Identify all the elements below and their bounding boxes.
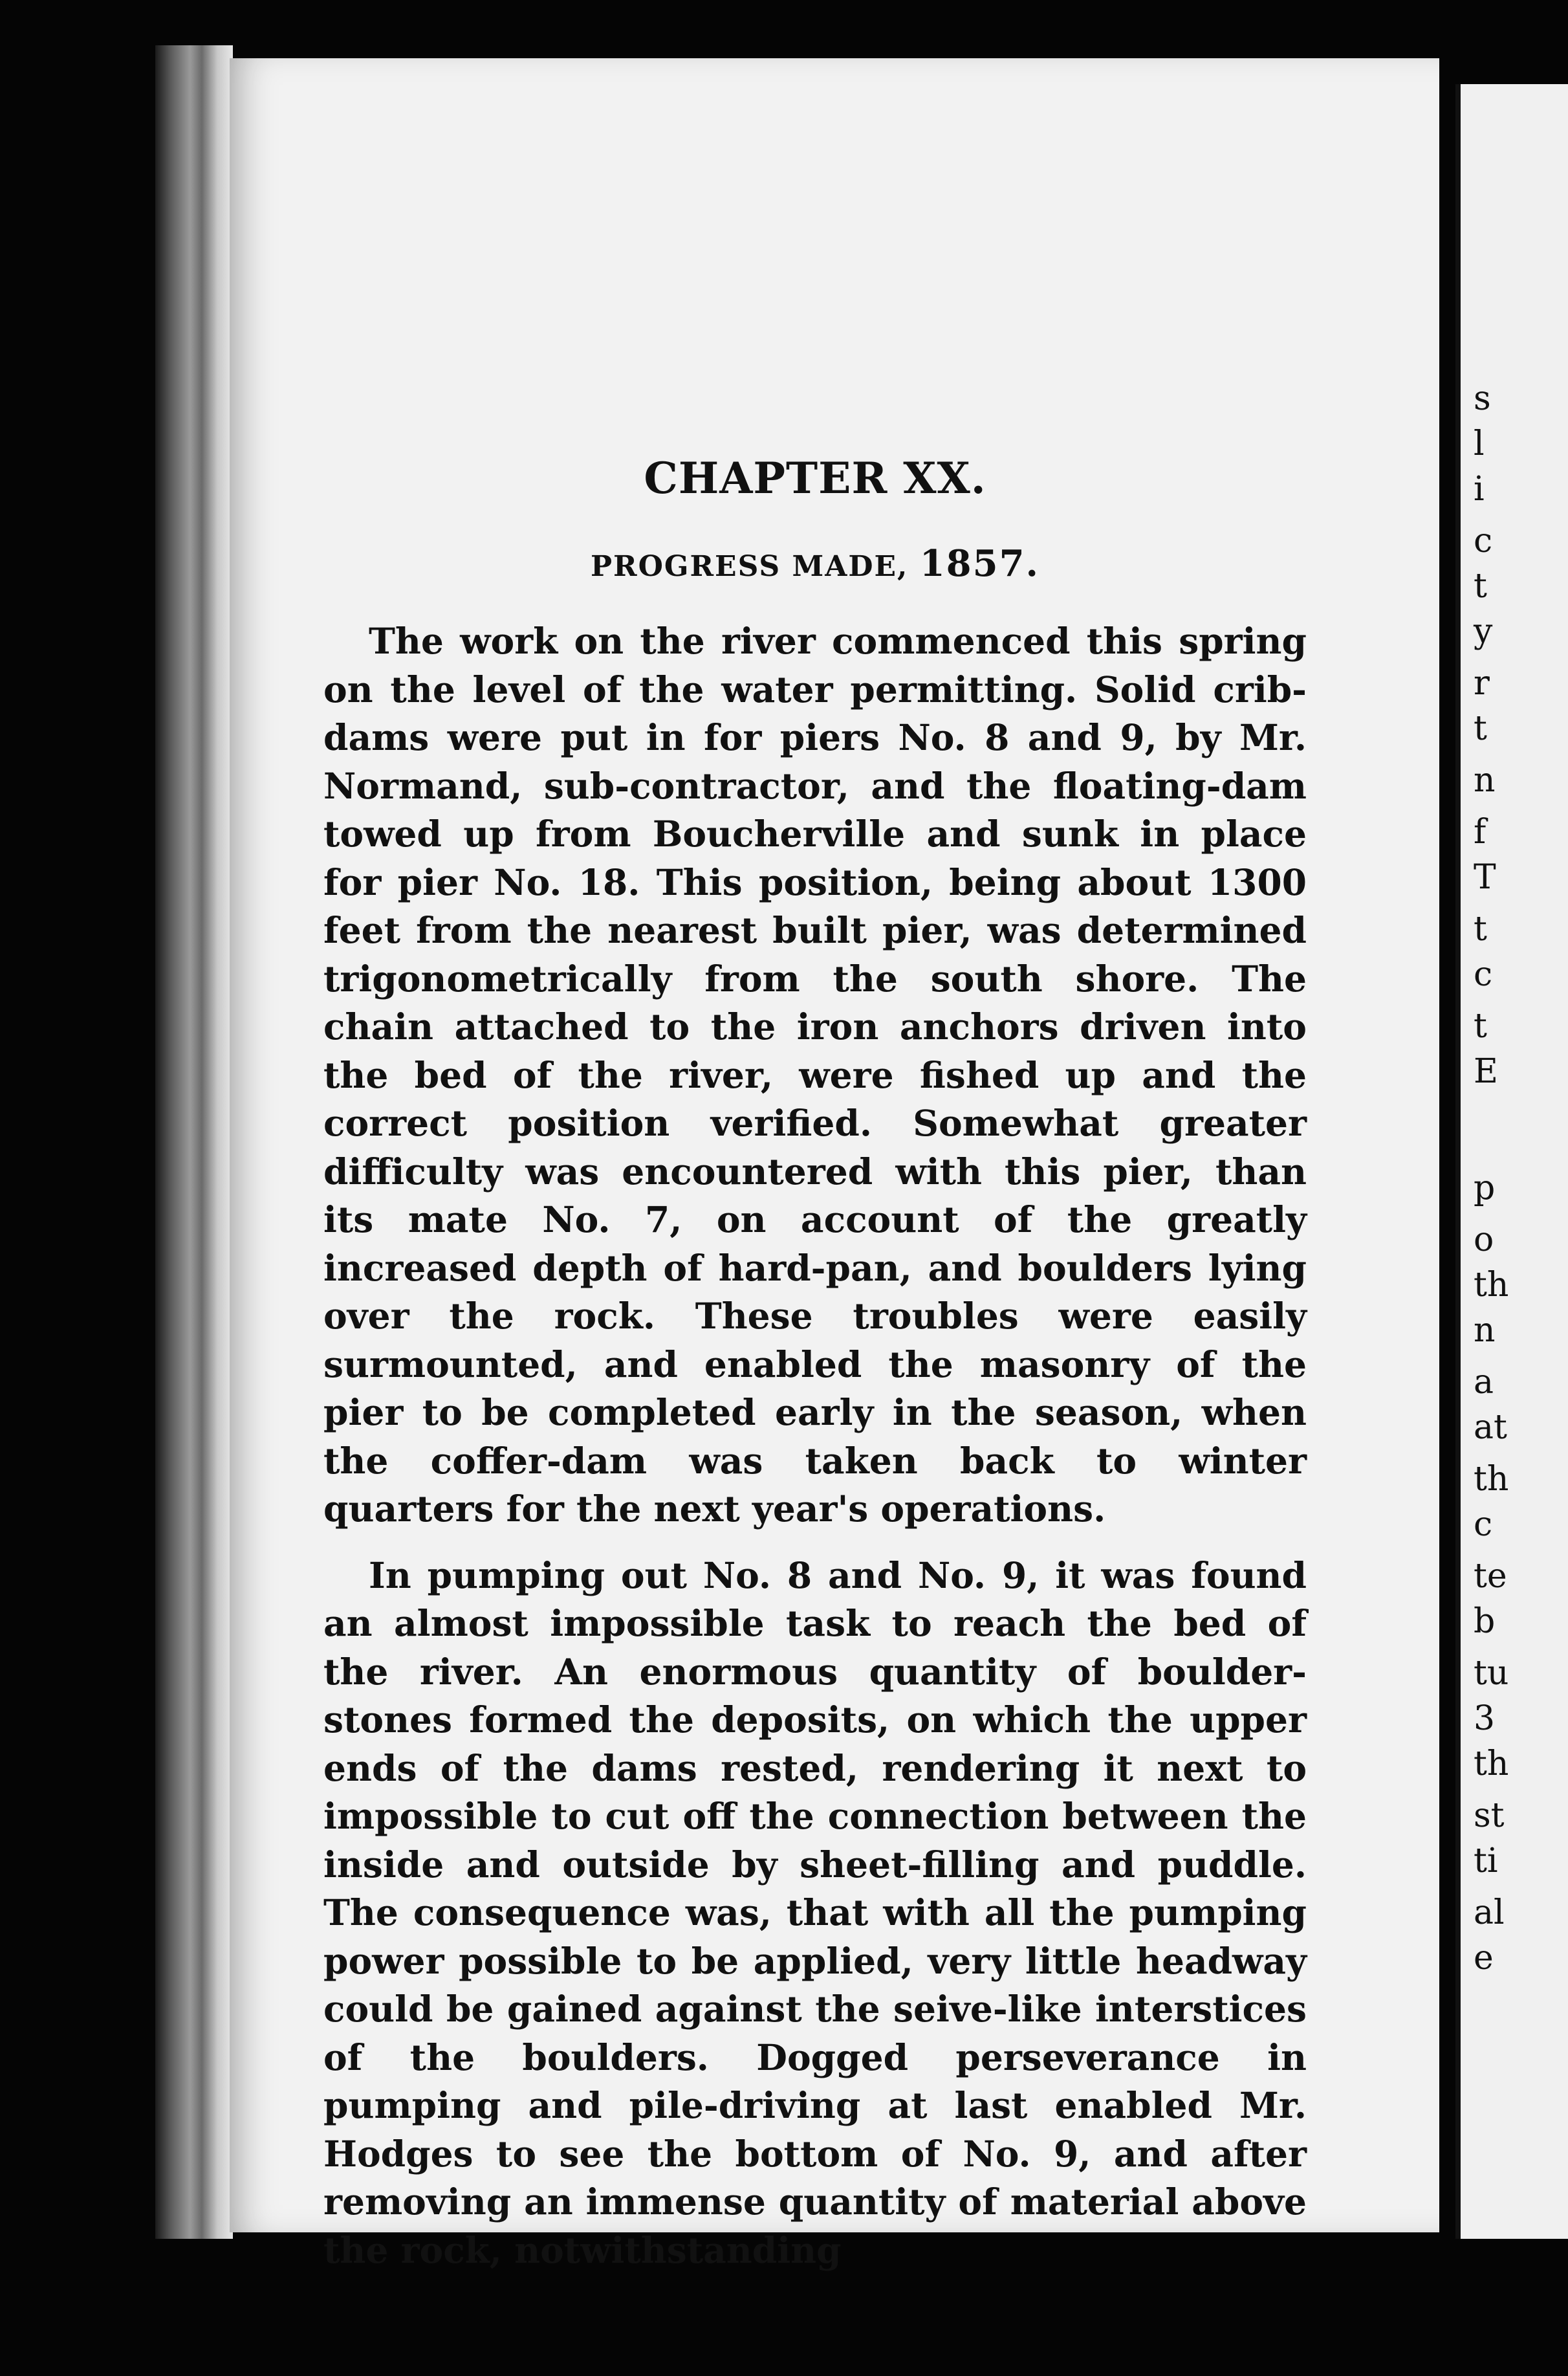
facing-page-fragment: r: [1474, 664, 1490, 703]
facing-page-fragment: t: [1474, 910, 1487, 949]
subtitle-year: 1857.: [919, 542, 1040, 585]
facing-page-fragment: tu: [1474, 1654, 1509, 1693]
facing-page-fragment: i: [1474, 470, 1485, 509]
facing-page-fragment: b: [1474, 1602, 1496, 1641]
facing-page-fragment: n: [1474, 761, 1496, 800]
facing-page-fragment: n: [1474, 1311, 1496, 1350]
facing-page-fragment: E: [1474, 1052, 1498, 1091]
subtitle-text: PROGRESS MADE,: [590, 550, 909, 583]
facing-page-fragment: f: [1474, 813, 1486, 852]
book-binding: [155, 45, 233, 2239]
chapter-title: CHAPTER XX.: [644, 453, 986, 503]
facing-page-fragment: a: [1474, 1363, 1494, 1402]
facing-page-fragment: ti: [1474, 1842, 1498, 1880]
facing-page-fragment: o: [1474, 1220, 1494, 1259]
facing-page-fragment: t: [1474, 709, 1487, 748]
facing-page-fragment: t: [1474, 567, 1487, 606]
facing-page-fragment: 3: [1474, 1699, 1496, 1738]
facing-page-fragment: l: [1474, 424, 1485, 463]
facing-page-fragment: c: [1474, 955, 1493, 994]
facing-page-fragment: T: [1474, 858, 1496, 897]
paragraph-2: In pumping out No. 8 and No. 9, it was found an almost impossible task to reach the bed of the river. An enormous quantity of boulder-stones formed the deposits, on which the upper ends of the dams rested, rendering it next to impossible to cut off the connection between the inside and outside by sheet-filling and puddle. The consequence was, that with all the pumping power possible to be applied, very little headway could be gained against the seive-like interstices of the boulders. Dogged perseverance in pumping and pile-driving at last enabled Mr. Hodges to see the bottom of No. 9, and after removing an immense quantity of material above the rock, notwithstanding: [323, 1554, 1307, 2271]
chapter-subtitle: [323, 542, 1307, 585]
facing-page-fragment: e: [1474, 1939, 1494, 1977]
facing-page-fragment: al: [1474, 1893, 1505, 1932]
facing-page-fragment: y: [1474, 612, 1493, 651]
facing-page-fragment: p: [1474, 1169, 1496, 1207]
facing-page-edge: [1455, 84, 1568, 2239]
facing-page-fragment: at: [1474, 1408, 1507, 1447]
facing-page-fragment: th: [1474, 1266, 1509, 1304]
facing-page-fragment: st: [1474, 1796, 1505, 1835]
facing-page-fragment: c: [1474, 522, 1493, 560]
paragraph-1: The work on the river commenced this spring on the level of the water permitting. Solid crib-dams were put in for piers No. 8 and 9, by Mr. Normand, sub-contractor, and the floating-dam towed up from Boucherville and sunk in place for pier No. 18. This position, being about 1300 feet from the nearest built pier, was determined trigonometrically from the south shore. The chain attached to the iron anchors driven into the bed of the river, were fished up and the correct position verified. Somewhat greater difficulty was encountered with this pier, than its mate No. 7, on account of the greatly increased depth of hard-pan, and boulders lying over the rock. These troubles were easily surmounted, and enabled the masonry of the pier to be completed early in the season, when the coffer-dam was taken back to winter quarters for the next year's operations.: [323, 620, 1307, 1530]
page-content: [323, 453, 1307, 2274]
facing-page-fragment: c: [1474, 1505, 1493, 1544]
facing-page-fragment: t: [1474, 1007, 1487, 1046]
facing-page-fragment: s: [1474, 379, 1491, 418]
facing-page-fragment: th: [1474, 1744, 1509, 1783]
facing-page-fragment: th: [1474, 1460, 1509, 1499]
facing-page-fragment: te: [1474, 1557, 1507, 1596]
